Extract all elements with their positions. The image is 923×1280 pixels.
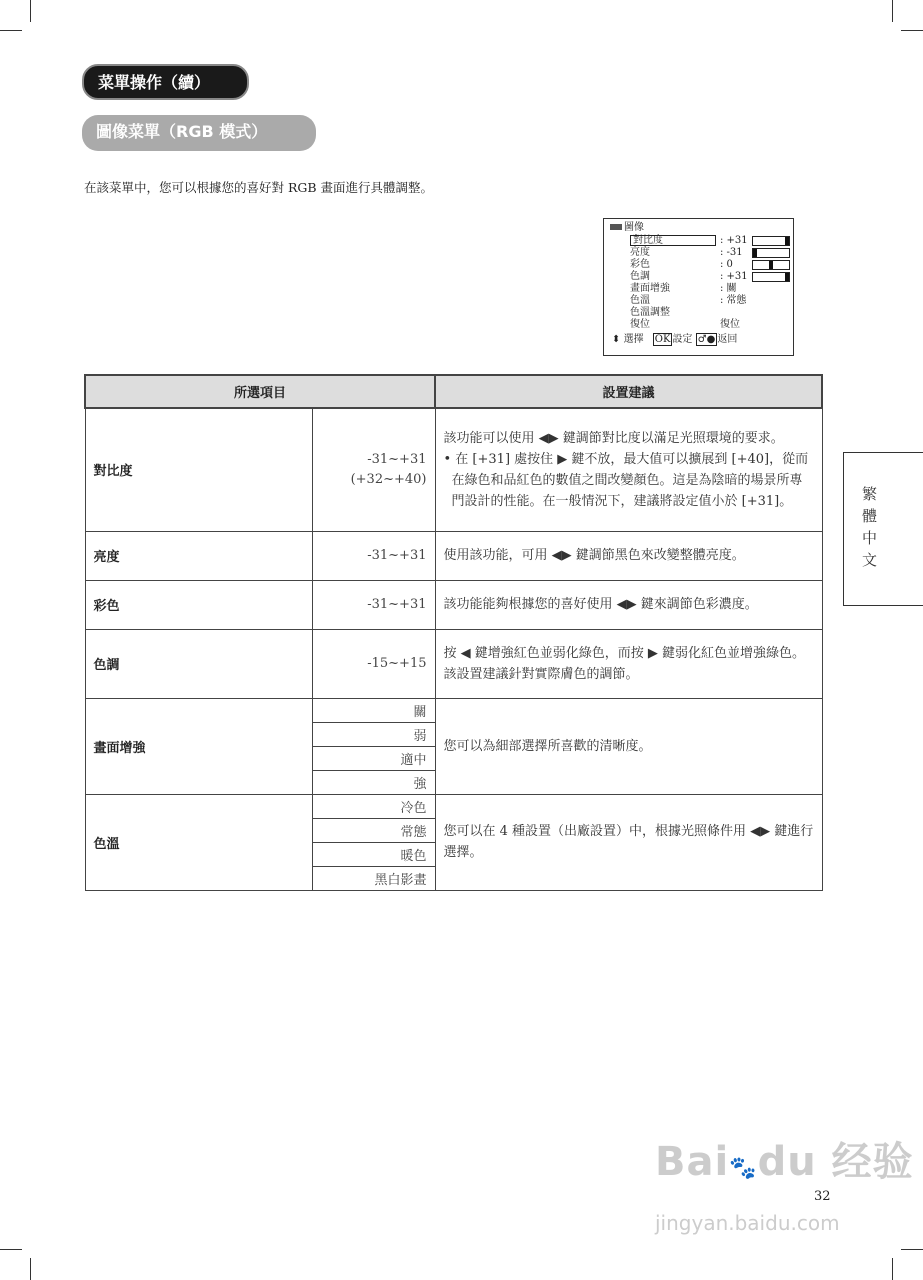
item-name: 亮度 [85,531,312,580]
osd-value: 復位 [720,319,740,330]
item-desc: 該功能能夠根據您的喜好使用 ◀▶ 鍵來調節色彩濃度。 [435,580,822,629]
crop-mark [901,30,923,31]
page-number: 32 [814,1189,831,1204]
item-range: -31~+31 [312,531,435,580]
item-name: 色溫 [85,794,312,890]
osd-menu-illustration [603,218,794,356]
table-row [85,629,822,698]
option: 冷色 [312,794,435,818]
crop-mark [0,1249,22,1250]
ok-key: OK [654,334,671,345]
crop-mark [30,0,31,22]
return-key-icon: ♂● [697,334,716,345]
item-desc: 您可以在 4 種設置（出廠設置）中，根據光照條件用 ◀▶ 鍵進行選擇。 [435,794,822,890]
option: 強 [312,770,435,794]
table-header-row [85,375,822,408]
item-range: -15~+15 [312,629,435,698]
osd-bar [752,260,790,270]
osd-value: : 0 [720,259,733,270]
osd-footer [612,334,737,346]
item-range: -31~+31 [312,580,435,629]
up-down-arrow-icon: ⬍ [612,334,621,345]
item-name: 彩色 [85,580,312,629]
osd-value: : +31 [720,235,748,246]
subsection-title: 圖像菜單（RGB 模式） [82,115,316,151]
option: 暖色 [312,842,435,866]
item-desc: 使用該功能，可用 ◀▶ 鍵調節黑色來改變整體亮度。 [435,531,822,580]
table-row [85,794,822,818]
osd-item: 畫面增強 [630,283,670,294]
option: 適中 [312,746,435,770]
table-row [85,580,822,629]
osd-value: : -31 [720,247,743,258]
option: 常態 [312,818,435,842]
crop-mark [892,1258,893,1280]
item-name: 對比度 [85,408,312,531]
osd-item: 色調 [630,271,650,282]
side-tab-text: 繁體中文 [862,485,878,569]
desc-text: 該功能可以使用 ◀▶ 鍵調節對比度以滿足光照環境的要求。 [443,430,784,446]
osd-item: 彩色 [630,259,650,270]
item-desc [435,408,822,531]
picture-icon [610,224,622,230]
watermark-url: jingyan.baidu.com [655,1211,840,1235]
item-name: 色調 [85,629,312,698]
intro-text: 在該菜單中，您可以根據您的喜好對 RGB 畫面進行具體調整。 [84,180,434,195]
baidu-logo: Bai🐾du 经验 [655,1139,914,1185]
table-row [85,531,822,580]
osd-title [610,222,644,233]
settings-table [84,374,823,891]
crop-mark [0,30,22,31]
desc-bullet: • 在 [+31] 處按住 ▶ 鍵不放，最大值可以擴展到 [+40]，從而在綠色和品紅色的數值之間改變顏色。這是為陰暗的場景所專門設計的性能。在一般情況下，建議將設定值小於 [+31]。 [443,451,809,509]
item-desc: 您可以為細部選擇所喜歡的清晰度。 [435,698,822,794]
osd-item: 亮度 [630,247,650,258]
crop-mark [30,1258,31,1280]
table-row [85,698,822,722]
osd-item: 復位 [630,319,650,330]
table-row [85,408,822,531]
crop-mark [892,0,893,22]
option: 關 [312,698,435,722]
osd-value: : +31 [720,271,748,282]
option: 弱 [312,722,435,746]
osd-value: : 關 [720,283,737,294]
extended-range-text: (+32~+40) [350,471,427,487]
range-text: -31~+31 [367,451,427,467]
osd-bar [752,248,790,258]
item-desc: 按 ◀ 鍵增強紅色並弱化綠色，而按 ▶ 鍵弱化紅色並增強綠色。該設置建議針對實際膚色的調節。 [435,629,822,698]
watermark [655,1140,914,1234]
osd-item: 色溫 [630,295,650,306]
header-suggestion: 設置建議 [435,375,822,408]
osd-item: 對比度 [630,235,716,246]
osd-bar [752,236,790,246]
section-title: 菜單操作（續） [82,64,249,100]
osd-value: : 常態 [720,295,747,306]
osd-title-text: 圖像 [624,222,644,233]
option: 黑白影畫 [312,866,435,890]
crop-mark [901,1249,923,1250]
osd-set-label: 設定 [672,334,693,345]
osd-select-label: 選擇 [623,334,644,345]
item-range [312,408,435,531]
osd-back-label: 返回 [717,334,738,345]
header-item: 所選項目 [85,375,435,408]
osd-item: 色溫調整 [630,307,670,318]
osd-bar [752,272,790,282]
language-side-tab [843,452,923,606]
item-name: 畫面增強 [85,698,312,794]
